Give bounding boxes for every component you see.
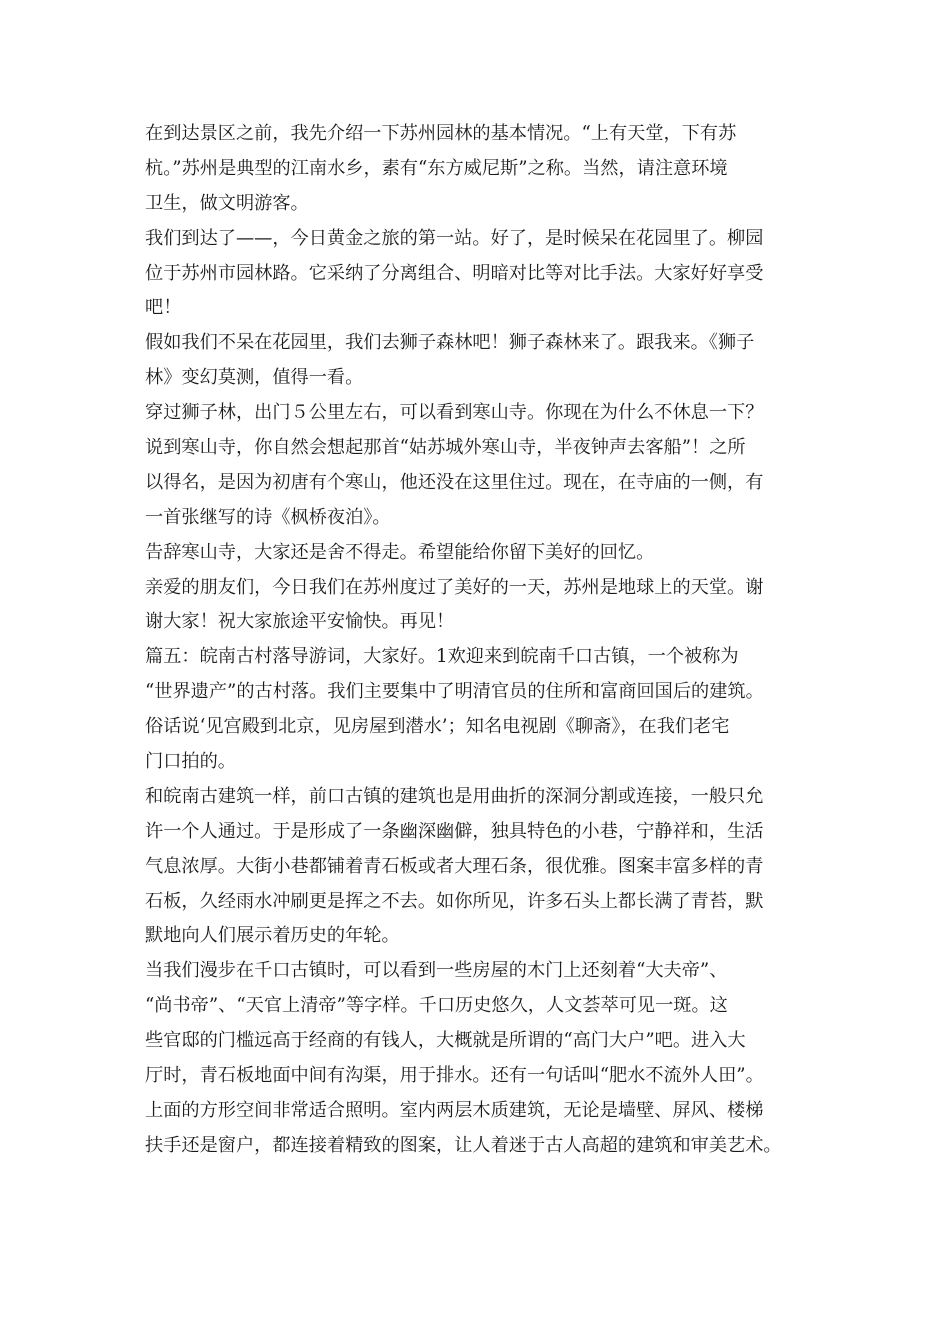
text-line: 谢大家！祝大家旅途平安愉快。再见！ (145, 611, 455, 633)
text-line: 气息浓厚。大街小巷都铺着青石板或者大理石条，很优雅。图案丰富多样的青 (145, 855, 764, 877)
text-line: 门口拍的。 (145, 751, 236, 773)
text-line: 扶手还是窗户，都连接着精致的图案，让人着迷于古人高超的建筑和审美艺术。 (145, 1134, 782, 1156)
text-line: “尚书帝”、“天官上清帝”等字样。千口历史悠久，人文荟萃可见一斑。这 (145, 995, 728, 1017)
paragraph (145, 326, 820, 396)
text-line: 许一个人通过。于是形成了一条幽深幽僻，独具特色的小巷，宁静祥和，生活 (145, 820, 764, 842)
text-line: 上面的方形空间非常适合照明。室内两层木质建筑，无论是墙壁、屏风、楼梯 (145, 1099, 764, 1121)
paragraph (145, 117, 820, 222)
text-line: 杭。”苏州是典型的江南水乡，素有“东方威尼斯”之称。当然，请注意环境 (145, 157, 728, 179)
text-line: 石板，久经雨水冲刷更是挥之不去。如你所见，许多石头上都长满了青苔，默 (145, 890, 764, 912)
text-line: 一首张继写的诗《枫桥夜泊》。 (145, 506, 391, 528)
text-line: 假如我们不呆在花园里，我们去狮子森林吧！狮子森林来了。跟我来。《狮子 (145, 332, 755, 354)
text-line: 告辞寒山寺，大家还是舍不得走。希望能给你留下美好的回忆。 (145, 541, 655, 563)
paragraph (145, 954, 820, 1163)
text-line: 厅时，青石板地面中间有沟渠，用于排水。还有一句话叫“肥水不流外人田”。 (145, 1065, 764, 1087)
text-line: 篇五：皖南古村落导游词，大家好。1欢迎来到皖南千口古镇，一个被称为 (145, 646, 739, 668)
paragraph (145, 780, 820, 954)
text-line: 卫生，做文明游客。 (145, 192, 309, 214)
text-line: “世界遗产”的古村落。我们主要集中了明清官员的住所和富商回国后的建筑。 (145, 681, 764, 703)
paragraph (145, 640, 820, 780)
text-line: 我们到达了——，今日黄金之旅的第一站。好了，是时候呆在花园里了。柳园 (145, 227, 764, 249)
text-line: 位于苏州市园林路。它采纳了分离组合、明暗对比等对比手法。大家好好享受 (145, 262, 764, 284)
text-line: 俗话说‘见宫殿到北京，见房屋到潜水’；知名电视剧《聊斋》，在我们老宅 (145, 716, 730, 738)
text-line: 当我们漫步在千口古镇时，可以看到一些房屋的木门上还刻着“大夫帝”、 (145, 960, 728, 982)
text-line: 和皖南古建筑一样，前口古镇的建筑也是用曲折的深洞分割或连接，一般只允 (145, 785, 764, 807)
text-line: 亲爱的朋友们，今日我们在苏州度过了美好的一天，苏州是地球上的天堂。谢 (145, 576, 764, 598)
text-line: 林》变幻莫测，值得一看。 (145, 367, 364, 389)
text-line: 以得名，是因为初唐有个寒山，他还没在这里住过。现在，在寺庙的一侧，有 (145, 471, 764, 493)
text-line: 些官邸的门槛远高于经商的有钱人，大概就是所谓的“高门大户”吧。进入大 (145, 1030, 746, 1052)
text-line: 默地向人们展示着历史的年轮。 (145, 925, 400, 947)
text-line: 在到达景区之前，我先介绍一下苏州园林的基本情况。“上有天堂，下有苏 (145, 123, 737, 144)
text-line: 吧！ (145, 297, 182, 319)
text-line: 穿过狮子林，出门５公里左右，可以看到寒山寺。你现在为什么不休息一下？ (145, 402, 764, 424)
text-line: 说到寒山寺，你自然会想起那首“姑苏城外寒山寺，半夜钟声去客船”！之所 (145, 437, 746, 459)
paragraph (145, 222, 820, 327)
paragraph (145, 571, 820, 641)
paragraph (145, 396, 820, 536)
document-body (145, 117, 820, 1164)
paragraph (145, 536, 820, 571)
